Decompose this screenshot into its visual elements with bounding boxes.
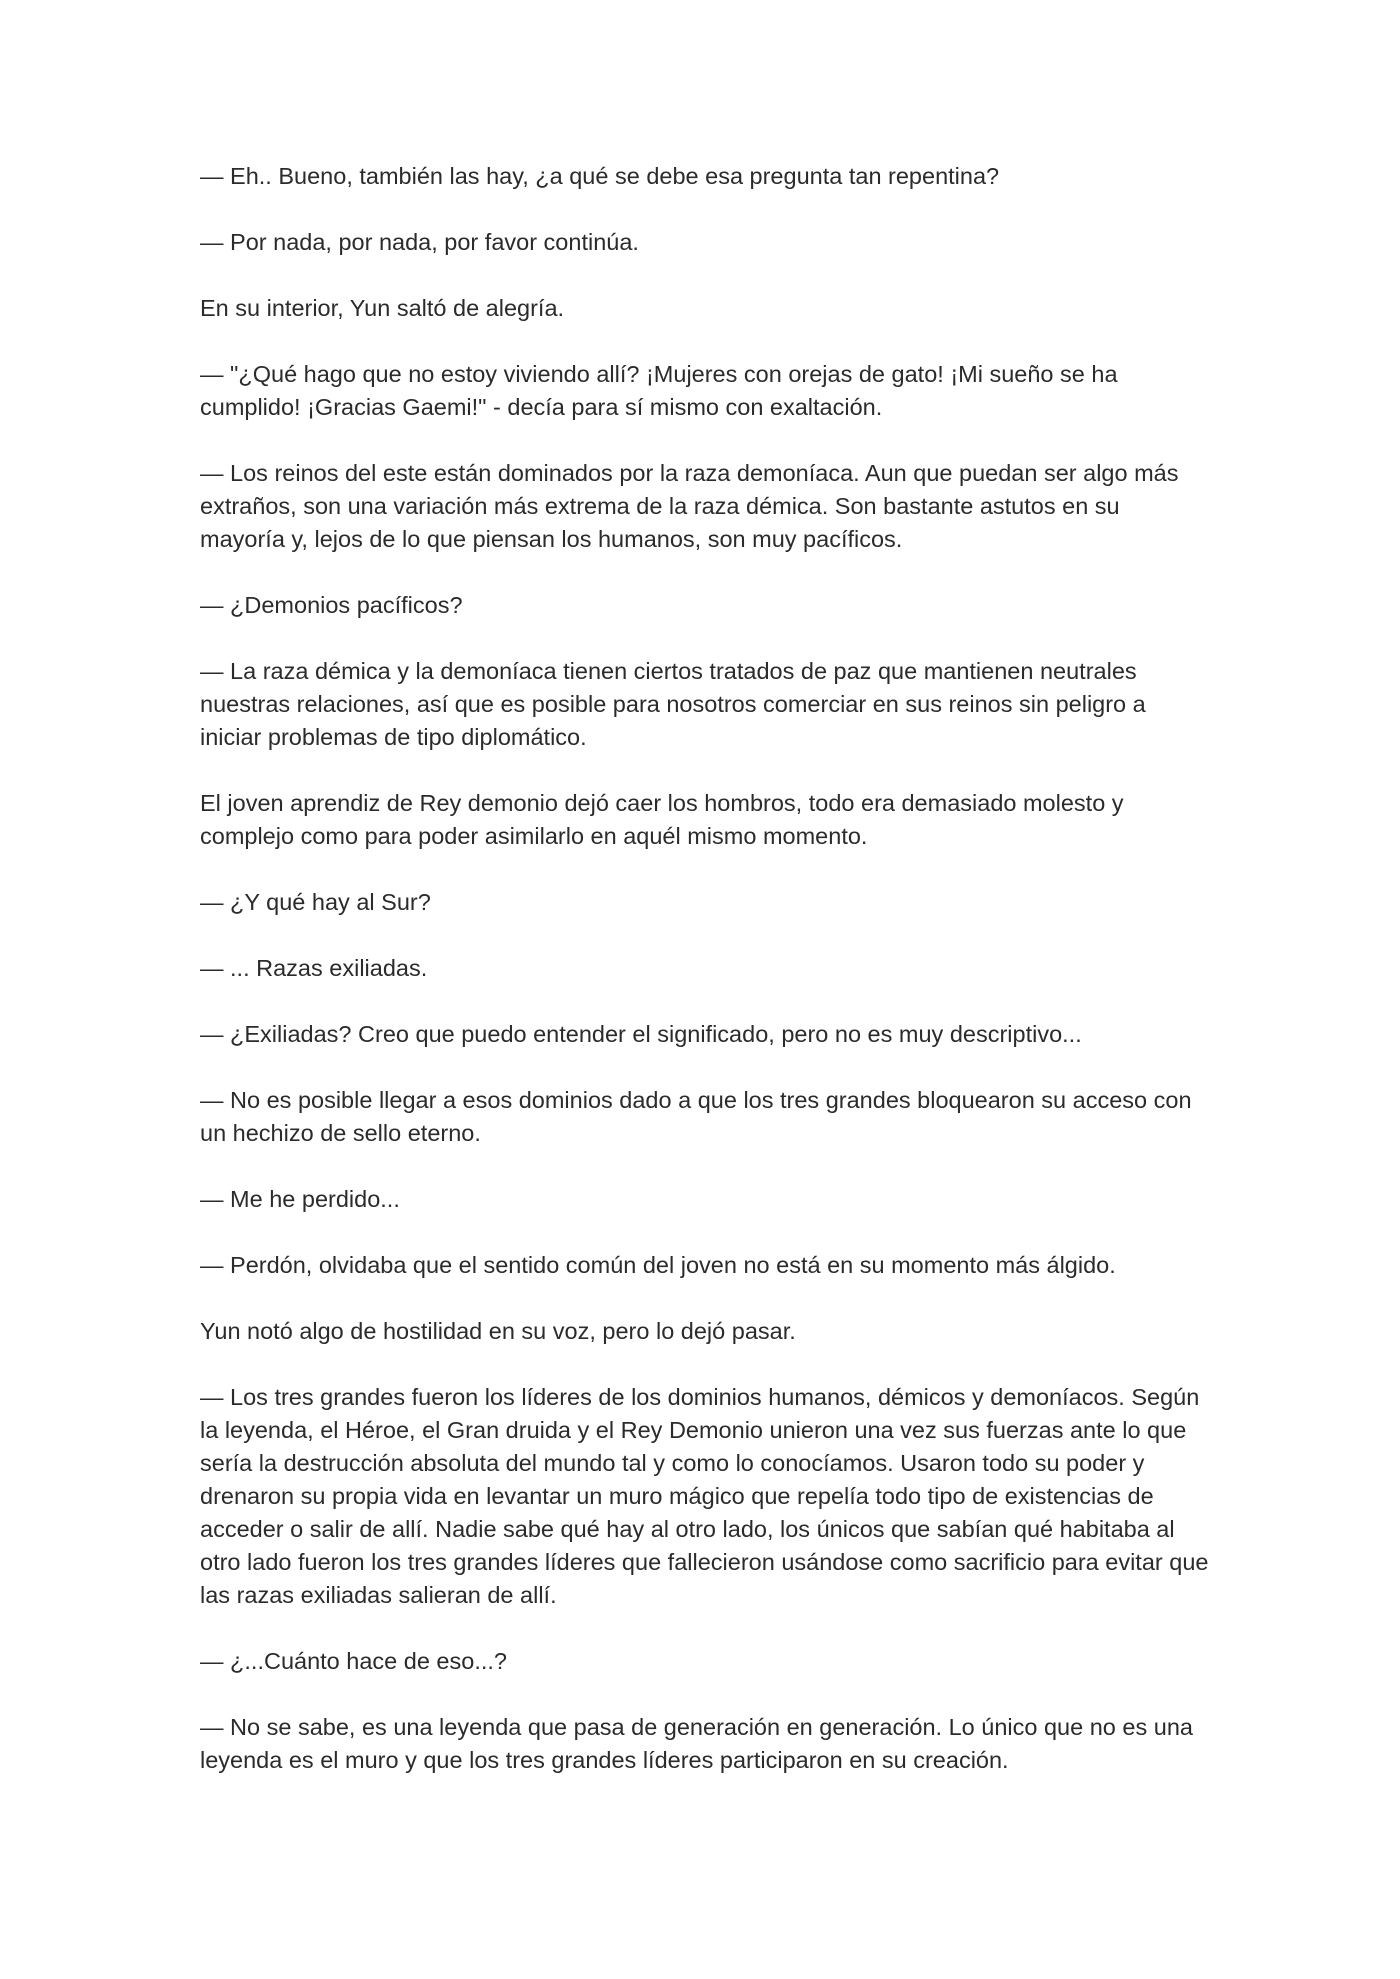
paragraph: — Me he perdido...: [200, 1186, 400, 1212]
paragraph: — No se sabe, es una leyenda que pasa de generación en generación. Lo único que no es una leyenda es el muro y que los tres grandes líderes participaron en su creación.: [200, 1714, 1193, 1773]
paragraph: — Los reinos del este están dominados por la raza demoníaca. Aun que puedan ser algo más extraños, son una variación más extrema de la raza démica. Son bastante astutos en su mayoría y, lejos de lo que piensan los humanos, son muy pacíficos.: [200, 460, 1179, 552]
paragraph: En su interior, Yun saltó de alegría.: [200, 295, 565, 321]
paragraph: — ¿Exiliadas? Creo que puedo entender el significado, pero no es muy descriptivo...: [200, 1021, 1082, 1047]
paragraph: — Perdón, olvidaba que el sentido común del joven no está en su momento más álgido.: [200, 1252, 1116, 1278]
paragraph: — "¿Qué hago que no estoy viviendo allí? ¡Mujeres con orejas de gato! ¡Mi sueño se ha cumplido! ¡Gracias Gaemi!" - decía para sí mismo con exaltación.: [200, 361, 1118, 420]
paragraph: El joven aprendiz de Rey demonio dejó caer los hombros, todo era demasiado molesto y complejo como para poder asimilarlo en aquél mismo momento.: [200, 790, 1124, 849]
paragraph: — ¿Y qué hay al Sur?: [200, 889, 431, 915]
paragraph: — ... Razas exiliadas.: [200, 955, 428, 981]
paragraph: — ¿Demonios pacíficos?: [200, 592, 463, 618]
paragraph: — No es posible llegar a esos dominios dado a que los tres grandes bloquearon su acceso con un hechizo de sello eterno.: [200, 1087, 1192, 1146]
paragraph: — Eh.. Bueno, también las hay, ¿a qué se debe esa pregunta tan repentina?: [200, 163, 1000, 189]
paragraph: — Los tres grandes fueron los líderes de los dominios humanos, démicos y demoníacos. Según la leyenda, el Héroe, el Gran druida y el Rey Demonio unieron una vez sus fuerzas ante lo que sería la destrucción absoluta del mundo tal y como lo conocíamos. Usaron todo su poder y drenaron su propia vida en levantar un muro mágico que repelía todo tipo de existencias de acceder o salir de allí. Nadie sabe qué hay al otro lado, los únicos que sabían qué habitaba al otro lado fueron los tres grandes líderes que fallecieron usándose como sacrificio para evitar que las razas exiliadas salieran de allí.: [200, 1384, 1209, 1608]
paragraph: — Por nada, por nada, por favor continúa.: [200, 229, 639, 255]
paragraph: Yun notó algo de hostilidad en su voz, pero lo dejó pasar.: [200, 1318, 796, 1344]
paragraph: — La raza démica y la demoníaca tienen ciertos tratados de paz que mantienen neutrales nuestras relaciones, así que es posible para nosotros comerciar en sus reinos sin peligro a iniciar problemas de tipo diplomático.: [200, 658, 1146, 750]
paragraph: — ¿...Cuánto hace de eso...?: [200, 1648, 507, 1674]
document-body: [200, 160, 1210, 1810]
